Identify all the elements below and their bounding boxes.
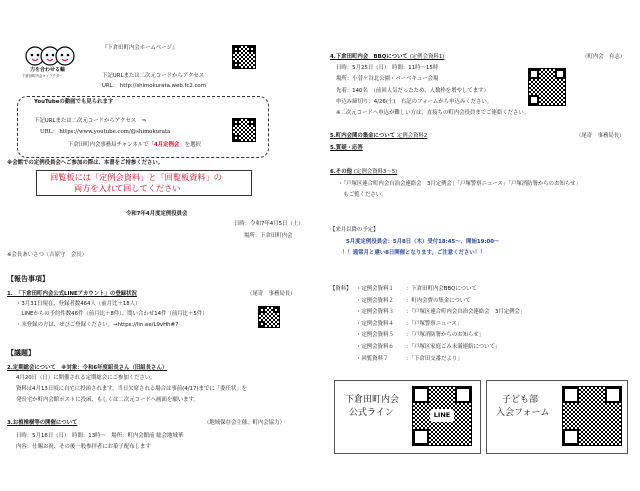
homepage-access-text: 下記URLまたは二次元コードからアクセス [102, 73, 205, 79]
homepage-url[interactable]: URL： http://shimokurata.web.fc2.com [102, 83, 206, 89]
youtube-access-text: 下記URLまたは二次元コードからアクセス ⇒ [34, 118, 147, 124]
homepage-title: 『下倉田町内会ホームページ』 [102, 45, 178, 51]
official-line-label-2: 公式ライン [349, 408, 394, 418]
next-schedule-line-2: ！！通常月と違い8日開催となります。ご注意ください！！ [342, 250, 486, 256]
circular-notice-line1: 回覧板には「定例会資料」と「回覧板資料」の [50, 172, 222, 182]
agenda-3-title: 3.お植椎樹等の開催について [7, 420, 78, 426]
list-item: ・定例会資料４ ：「戸塚警察ニュース」 [356, 320, 463, 327]
report-1-line-2: LINEからの予約件数46件（前月比＋8件）、問い合わせ14件（前月比＋5件） [16, 311, 208, 317]
agenda-4-owner: （町内会 有志） [582, 54, 626, 60]
kids-club-qr-code[interactable] [562, 386, 622, 446]
line-register-qr-code[interactable] [258, 306, 280, 328]
next-schedule-heading: 【来月以降の予定】 [330, 227, 379, 233]
bbq-form-qr-code[interactable] [528, 68, 566, 106]
agenda-2-line-2: 資料は4月13日頃に自宅に投函されます。当日欠席される場合は事前(4/17)までに「委任状」を [16, 386, 248, 392]
list-item: ・定例会資料３ ：「戸塚区連合町内会自治会連絡会 3月定例会」 [356, 309, 526, 316]
list-item: ・定例会資料１ ：下倉田町内会BBQについて [356, 286, 477, 292]
agenda-5-owner: （尾嵜 事務局長） [576, 133, 625, 139]
line-logo-text: LINE [433, 411, 451, 420]
agenda-3-line-2: 内容：仕賜お祝、その後一般参拝者にお菓子配布します [16, 444, 151, 450]
list-item: ・定例会資料５ ：「戸塚消防署からのお知らせ」 [356, 332, 484, 339]
agenda-2-line-3: 発長宅か町内会館ポストに投函、もしくは二次元コードへ画面を願います。 [16, 397, 199, 403]
report-1-title: 1. 「下倉田町内会公式LINEアカウント」の登録状況 [7, 291, 137, 297]
agenda-4-line-2: 場所：小菅ケ谷北公園・バーベキュー会場 [336, 76, 439, 82]
report-1-owner: （尾嵜 事務局長） [247, 291, 296, 297]
agenda-6-line-1: ・「戸塚区連合町内会自治会連絡会 3月定例会」「戸塚警察ニュース」「戸塚消防署からのお知らせ」 [338, 181, 581, 187]
greeting-note: ※会長あいさつ（吉原守 会長） [7, 252, 87, 258]
agenda-4-line-5: ※二次元コードへ申込が難しい方は、直接ちの町内会役員までご連絡ください。 [336, 110, 530, 116]
meeting-place: 場所：下倉田町内会 [244, 233, 293, 239]
report-1-line-1: ・3月31日現在、登録者数464人（前月比＋18人） [16, 301, 141, 307]
youtube-channel-note: 下倉田町内会事務局チャンネルで「4月定例会」を選択 [68, 142, 201, 148]
reports-heading: 【報告事項】 [7, 275, 49, 283]
agenda-heading: 【議題】 [7, 349, 35, 357]
agenda-2-title: 2.定期総会について ※対象：令和6年度組長さん（旧組長さん） [7, 365, 168, 371]
agenda-6-title: 6.その他 (定例会資料3〜5) [330, 169, 398, 175]
meeting-date: 日時：令和7年4月5日（土） [234, 221, 304, 227]
homepage-qr-code[interactable] [232, 45, 256, 69]
agenda-4-line-1: 日時：5月25日（日） 時間：11時〜15時 [336, 65, 439, 71]
list-item: ・定例会資料２ ：町内会費の集金について [356, 297, 471, 304]
agenda-5-title: 5.町内会関の集金について 定例会資料2 [330, 133, 428, 139]
materials-heading: 【資料】 [330, 286, 352, 292]
agenda-4-line-4: 申込み締切り：4/26(土) 右記のフォームから申込みください。 [336, 99, 493, 105]
agenda-3-line-1: 日時：5月18日（日） 時間：13時〜 場所：町内会館前 総会地域華 [16, 433, 184, 439]
official-line-label-1: 下倉田町内会 [345, 395, 400, 405]
meeting-title: 令和7年4月度定例役員会 [126, 211, 188, 217]
report-1-line-3: ・未登録の方は、ぜひご登録ください。→https://lin.ee/L9vHh#7 [16, 322, 179, 328]
line-logo-icon [430, 409, 454, 422]
agenda-3-owner: （地域保存会主催、町内会協力） [204, 420, 285, 426]
list-item: ・回覧資料７ ：「下倉田交番だより」 [356, 355, 463, 362]
youtube-channel-highlight: 4月定例会 [153, 142, 180, 148]
agenda-6-line-2: もご覧ください。 [338, 192, 387, 198]
next-schedule-line-1: 5月度定例役員会：5月8日（木）受付18:45〜、開始19:00〜 [346, 239, 500, 245]
materials-list [356, 286, 525, 367]
logo-subtext: 下倉田町内会キャラクター [22, 74, 63, 78]
list-item: ・定例会資料６ ：「戸塚区家庭ごみ未満連絡について」 [356, 343, 501, 350]
agenda-2-line-1: 4月20日（日）に開催される定期総会にご参加ください。 [16, 375, 156, 381]
kids-club-label-1: 子ども部 [502, 395, 539, 405]
qa-title: 5.質疑・応答 [330, 145, 363, 151]
kids-club-label-2: 入会フォーム [496, 408, 550, 418]
attendance-note: ※会館での定例役員会へご参加の際は、本書をご持参ください。 [7, 160, 164, 166]
official-line-qr-code[interactable] [412, 386, 472, 446]
youtube-title: YouTubeの動画でも見られます [34, 99, 114, 105]
youtube-qr-code[interactable] [232, 118, 256, 142]
agenda-4-title: 4.下倉田町内会 BBQについて (定例会資料1) [330, 54, 445, 60]
youtube-url[interactable]: URL: https://www.youtube.com/@shimokurata [40, 129, 171, 135]
logo-text: 力を合わせる輪 [30, 67, 66, 73]
circular-notice-line2: 両方を入れて回してください [74, 183, 181, 193]
agenda-4-line-3: 先着：140名 （前回人気だったため、人数枠を増やしてます） [336, 88, 489, 94]
